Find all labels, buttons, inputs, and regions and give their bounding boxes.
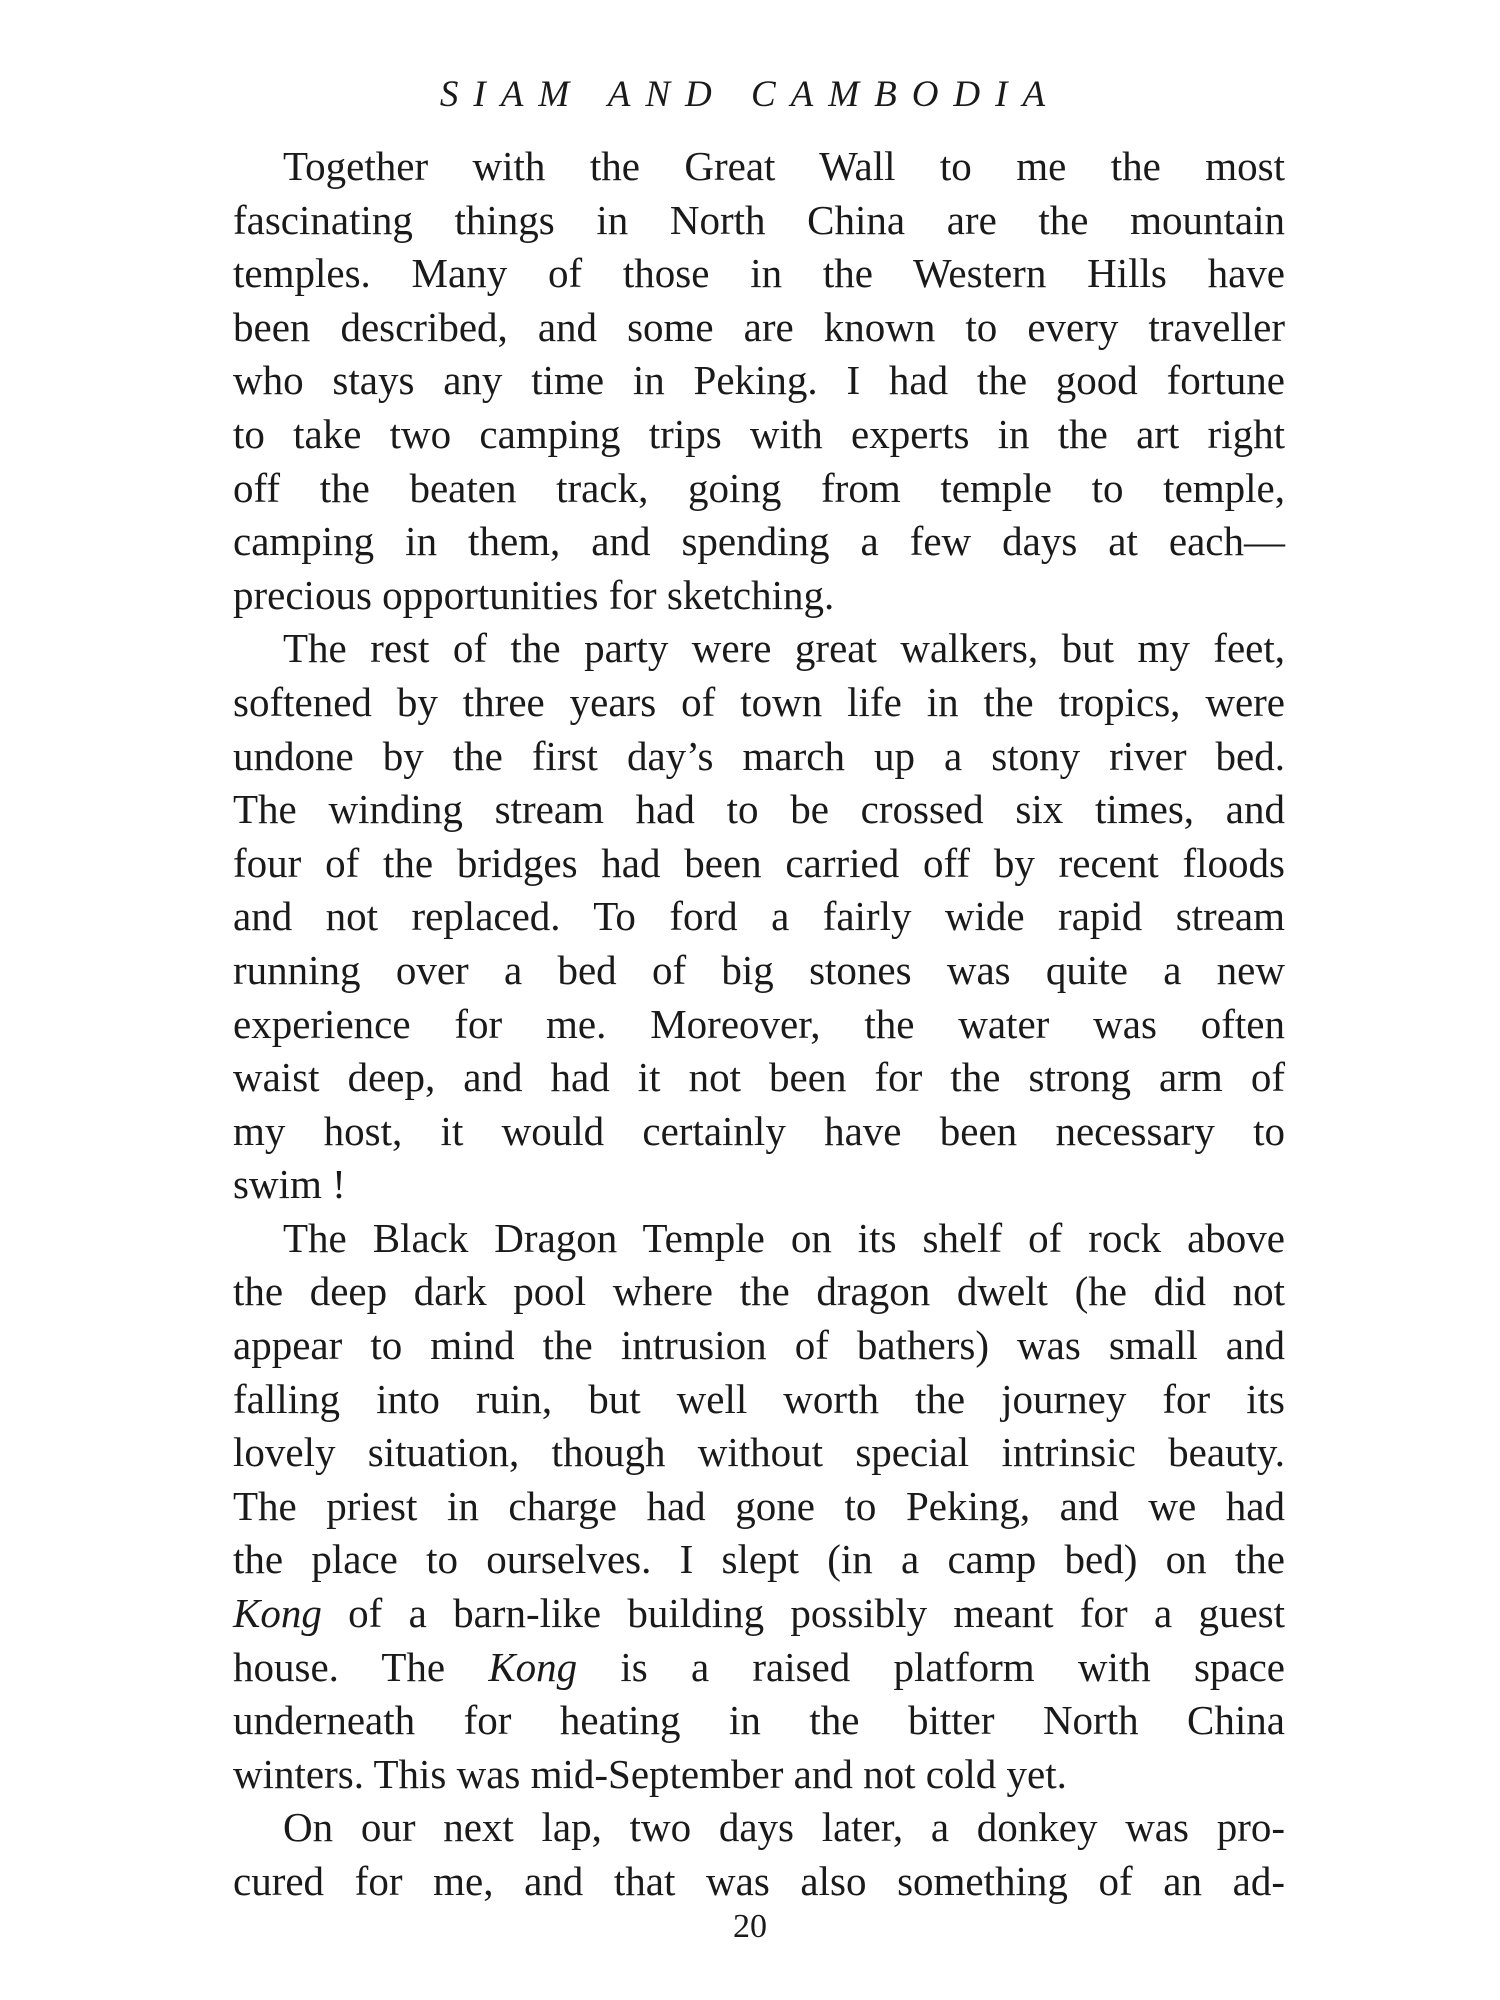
italic-term: Kong xyxy=(488,1643,578,1690)
text-line: lovely situation, though without special intrinsic beauty. xyxy=(233,1429,1285,1476)
text-line: who stays any time in Peking. I had the good fortune xyxy=(233,357,1285,404)
paragraph-4 xyxy=(233,1801,1285,1908)
text-line: The Black Dragon Temple on its shelf of rock above xyxy=(283,1214,1285,1261)
text-line-kong-2 xyxy=(233,1641,1285,1695)
text-line-kong-1 xyxy=(233,1587,1285,1641)
running-head: SIAM AND CAMBODIA xyxy=(439,74,1061,115)
text-line: Together with the Great Wall to me the most xyxy=(283,143,1285,189)
text-line: falling into ruin, but well worth the journey for its xyxy=(233,1375,1285,1422)
text-line: winters. This was mid-September and not cold yet. xyxy=(233,1750,1067,1797)
text-line: softened by three years of town life in the tropics, were xyxy=(233,678,1285,725)
text-line: The rest of the party were great walkers, but my feet, xyxy=(283,625,1285,672)
text-line: and not replaced. To ford a fairly wide rapid stream xyxy=(233,893,1285,940)
text-line: camping in them, and spending a few days at each— xyxy=(233,518,1285,565)
text-line: my host, it would certainly have been necessary to xyxy=(233,1107,1285,1154)
text-line: been described, and some are known to every traveller xyxy=(233,303,1285,350)
text-line: The winding stream had to be crossed six times, and xyxy=(233,786,1285,833)
text-line: off the beaten track, going from temple to temple, xyxy=(233,464,1285,511)
page-number: 20 xyxy=(733,1908,767,1945)
text-line: waist deep, and had it not been for the strong arm of xyxy=(233,1054,1285,1101)
text-fragment: is a raised platform with space xyxy=(577,1643,1285,1690)
text-line: running over a bed of big stones was quite a new xyxy=(233,946,1285,993)
text-line: the deep dark pool where the dragon dwelt (he did not xyxy=(233,1268,1285,1315)
paragraph-2 xyxy=(233,622,1285,1212)
text-fragment: house. The xyxy=(233,1643,489,1690)
text-line: the place to ourselves. I slept (in a camp bed) on the xyxy=(233,1536,1285,1583)
text-line: The priest in charge had gone to Peking, and we had xyxy=(233,1482,1285,1529)
text-line: fascinating things in North China are the mountain xyxy=(233,196,1285,243)
text-line: On our next lap, two days later, a donkey was pro- xyxy=(283,1804,1285,1851)
text-line: cured for me, and that was also something of an ad- xyxy=(233,1858,1285,1904)
text-line: swim ! xyxy=(233,1161,346,1208)
text-line: appear to mind the intrusion of bathers) was small and xyxy=(233,1322,1285,1369)
text-line: underneath for heating in the bitter North China xyxy=(233,1697,1285,1744)
text-line: temples. Many of those in the Western Hills have xyxy=(233,250,1285,297)
body-text xyxy=(233,140,1285,1909)
paragraph-1 xyxy=(233,140,1285,622)
paragraph-3 xyxy=(233,1212,1285,1802)
italic-term: Kong xyxy=(233,1590,322,1637)
text-line: precious opportunities for sketching. xyxy=(233,571,835,618)
text-line: to take two camping trips with experts in the art right xyxy=(233,410,1285,457)
text-line: experience for me. Moreover, the water was often xyxy=(233,1000,1285,1047)
text-line: four of the bridges had been carried off by recent floods xyxy=(233,839,1285,886)
text-line: undone by the first day’s march up a stony river bed. xyxy=(233,732,1285,779)
text-fragment: of a barn-like building possibly meant for a guest xyxy=(321,1590,1285,1637)
